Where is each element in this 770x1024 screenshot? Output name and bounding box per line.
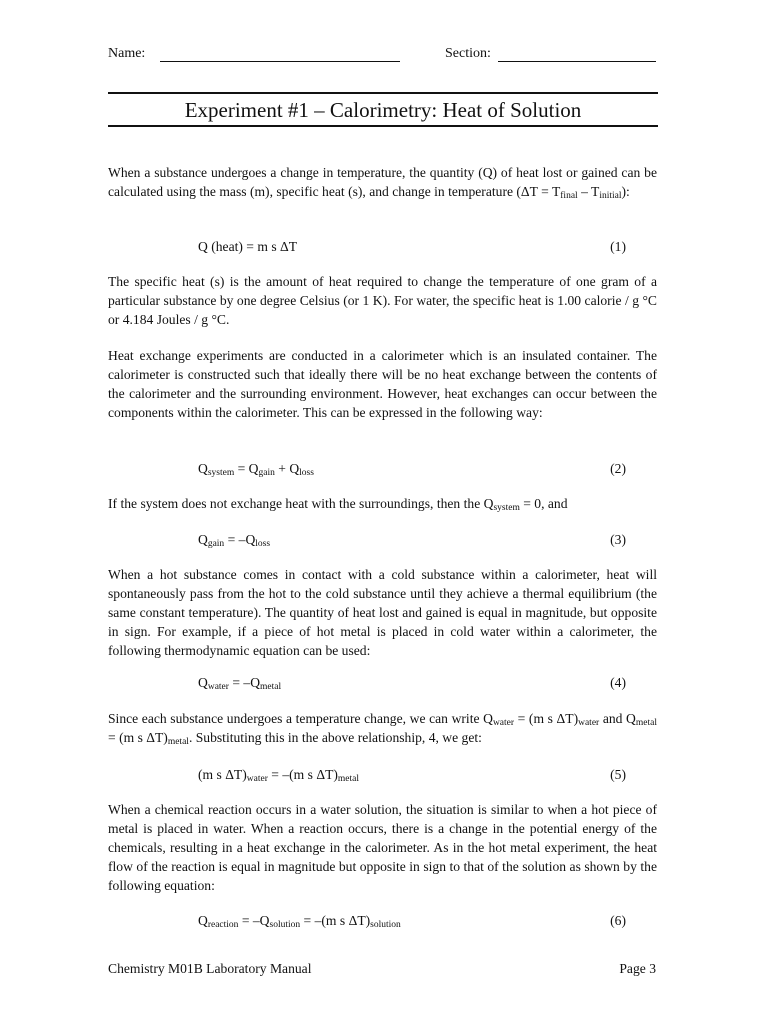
equation-1 [198, 237, 626, 256]
name-label: Name: [108, 46, 146, 61]
equation-5-text: (m s $\Delta T)_{water} = -(m$ s $\Delta T)_{metal}$ [198, 767, 360, 784]
equation-2-text: $Q_{system} = Q_{gain} + Q_{loss}$ [198, 461, 314, 478]
equation-3-number: (3) [610, 532, 626, 547]
equation-6-number: (6) [610, 913, 626, 928]
equation-3-text: $Q_{gain} = -Q_{loss}$ [198, 532, 271, 549]
footer-page-number: Page 3 [619, 961, 656, 976]
paragraph-chemical-reaction: When a chemical reaction occurs in a water solution, the situation is similar to when a hot piece of metal is placed in water. When a reaction occurs, there is a change in the potential energy of the chemicals, resulting in a heat exchange in the calorimeter. As in the hot metal experiment, the heat flow of the reaction is equal in magnitude but opposite in sign to that of the solution as shown by the following equation: [108, 802, 657, 893]
paragraph-no-exchange: If the system does not exchange heat with the surroundings, then the $Q_{system} = 0$, and [108, 496, 568, 513]
equation-4-text: $Q_{water} = -Q_{metal}$ [198, 675, 282, 692]
paragraph-specific-heat: The specific heat (s) is the amount of heat required to change the temperature of one gram of a particular substance by one degree Celsius (or 1 K). For water, the specific heat is 1.00 calorie / g °C or 4.184 Joules / g °C. [108, 274, 657, 327]
paragraph-intro: When a substance undergoes a change in temperature, the quantity (Q) of heat lost or gained can be calculated using the mass (m), specific heat (s), and change in temperature $(\Delta T = T_{final} - T_{initial})$: [108, 165, 657, 201]
section-label: Section: [445, 46, 491, 61]
title-rule-bottom [108, 125, 658, 127]
equation-3 [198, 530, 626, 549]
section-blank-line [498, 61, 656, 62]
paragraph-temperature-change: Since each substance undergoes a temperature change, we can write $Q_{water} = (m$ s $\Delta T)_{water}$ and $Q_{metal} = (m$ s $\Delta T)_{metal}$. Substituting this in the above relationship, 4, we get: [108, 711, 657, 747]
name-blank-line [160, 61, 400, 62]
equation-2-number: (2) [610, 461, 626, 476]
equation-6 [198, 911, 626, 930]
equation-6-text: $Q_{reaction} = -Q_{solution} = -(m$ s $\Delta T)_{solution}$ [198, 913, 401, 930]
equation-4 [198, 673, 626, 692]
page-title: Experiment #1 – Calorimetry: Heat of Solution [184, 98, 582, 122]
equation-1-number: (1) [610, 239, 626, 254]
equation-1-text: Q (heat) = m s ΔT [198, 239, 298, 254]
title-rule-top [108, 92, 658, 94]
paragraph-hot-cold: When a hot substance comes in contact with a cold substance within a calorimeter, heat will spontaneously pass from the hot to the cold substance until they achieve a thermal equilibrium (the same constant temperature). The quantity of heat lost and gained is equal in magnitude, but opposite in sign. For example, if a piece of hot metal is placed in cold water within a calorimeter, the following thermodynamic equation can be used: [108, 567, 657, 658]
equation-4-number: (4) [610, 675, 626, 690]
equation-5-number: (5) [610, 767, 626, 782]
footer-manual-title: Chemistry M01B Laboratory Manual [108, 961, 312, 976]
paragraph-calorimeter: Heat exchange experiments are conducted in a calorimeter which is an insulated container. The calorimeter is constructed such that ideally there will be no heat exchange between the contents of the calorimeter and the surrounding environment. However, heat exchanges can occur between the components within the calorimeter. This can be expressed in the following way: [108, 348, 657, 420]
header-fields [108, 46, 658, 68]
equation-2 [198, 459, 626, 478]
equation-5 [198, 765, 626, 784]
